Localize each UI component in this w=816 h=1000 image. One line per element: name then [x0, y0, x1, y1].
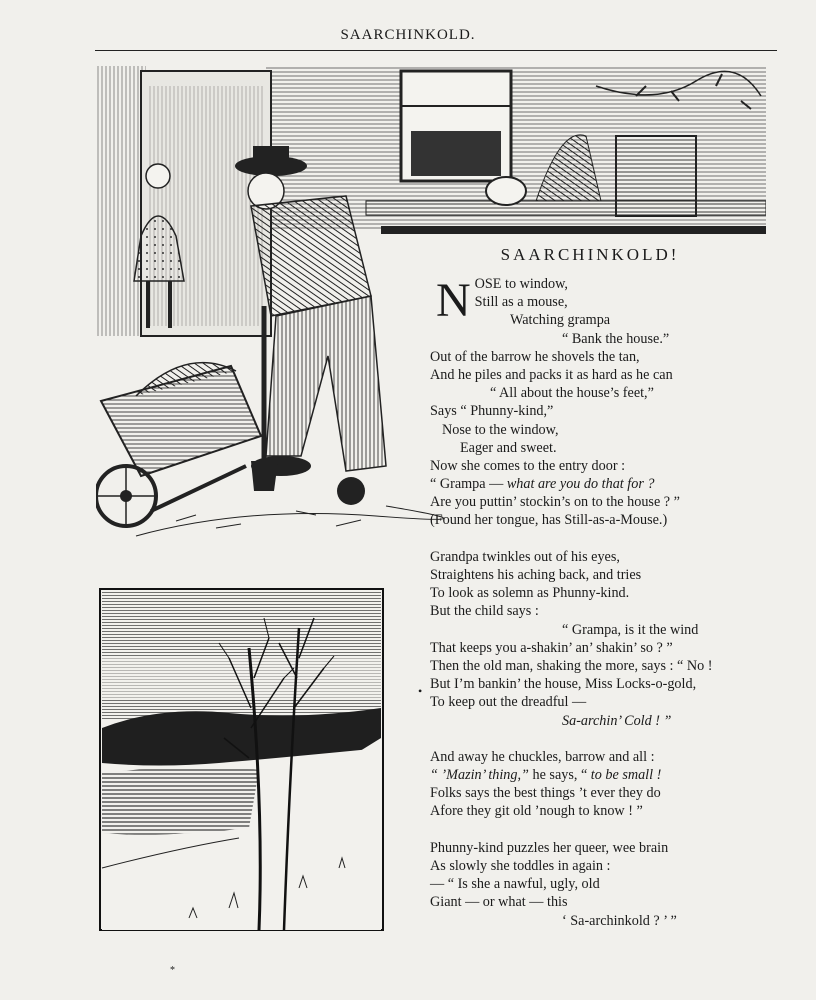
- poem-line: But the child says :: [430, 603, 539, 620]
- poem-line: OSE to window,: [474, 276, 568, 292]
- poem-line: Now she comes to the entry door :: [430, 457, 626, 474]
- poem-body: [430, 275, 790, 930]
- poem-line: Says “ Phunny-kind,”: [430, 403, 554, 420]
- illustration-winter-landscape: [99, 588, 384, 931]
- poem-title: SAARCHINKOLD!: [500, 245, 680, 264]
- poem-line: Still as a mouse,: [474, 294, 568, 311]
- poem-line: ‘ Sa-archinkold ? ’ ”: [562, 912, 677, 929]
- poem-line: That keeps you a-shakin’ an’ shakin’ so ? ”: [430, 639, 673, 656]
- poem-line: Folks says the best things ’t ever they do: [430, 785, 661, 802]
- poem-line: “ All about the house’s feet,”: [490, 385, 654, 402]
- poem-line: Watching grampa: [510, 312, 611, 329]
- poem-line: And away he chuckles, barrow and all :: [430, 748, 655, 765]
- poem-line: “ Grampa, is it the wind: [562, 621, 699, 638]
- poem-line: Are you puttin’ stockin’s on to the house ? ”: [430, 494, 680, 511]
- poem-line: [430, 766, 790, 784]
- poem-line-italic: what are you do that for ?: [506, 476, 655, 493]
- poem-line: — “ Is she a nawful, ugly, old: [430, 876, 600, 893]
- poem-line: To keep out the dreadful —: [430, 694, 587, 711]
- poem-line: (Found her tongue, has Still-as-a-Mouse.): [430, 512, 668, 529]
- poem-line-italic: “ ’Mazin’ thing,”: [430, 767, 529, 784]
- poem-line: [430, 475, 790, 493]
- poem-line: And he piles and packs it as hard as he can: [430, 366, 673, 383]
- poem-line: Nose to the window,: [442, 421, 559, 438]
- running-title: SAARCHINKOLD.: [340, 27, 476, 43]
- poem-line-part: he says, “: [528, 767, 591, 784]
- poem-line: As slowly she toddles in again :: [430, 858, 611, 874]
- poem-line-italic: to be small !: [590, 767, 662, 784]
- stray-dot: •: [418, 684, 423, 698]
- stanza-gap: [430, 730, 790, 748]
- drop-cap: N: [436, 274, 471, 327]
- poem-line: To look as solemn as Phunny-kind.: [430, 585, 630, 602]
- stanza-gap: [430, 530, 790, 548]
- stanza-gap: [430, 821, 790, 839]
- poem-line: Straightens his aching back, and tries: [430, 567, 642, 583]
- poem-line: But I’m bankin’ the house, Miss Locks-o-gold,: [430, 676, 697, 693]
- poem-line: Sa-archin’ Cold ! ”: [562, 712, 672, 729]
- poem-line: Phunny-kind puzzles her queer, wee brain: [430, 839, 669, 856]
- poem-line: Grandpa twinkles out of his eyes,: [430, 548, 620, 565]
- poem-line: Afore they git old ’nough to know ! ”: [430, 803, 643, 820]
- poem-line: Out of the barrow he shovels the tan,: [430, 348, 640, 365]
- poem-line: “ Bank the house.”: [562, 330, 670, 347]
- poem-line-part: “ Grampa —: [430, 476, 507, 493]
- header-rule: [95, 50, 777, 51]
- poem-line: Eager and sweet.: [460, 439, 557, 456]
- poem-line: Then the old man, shaking the more, says : “ No !: [430, 657, 713, 674]
- page-mark: *: [170, 965, 175, 976]
- poem-line: Giant — or what — this: [430, 894, 568, 911]
